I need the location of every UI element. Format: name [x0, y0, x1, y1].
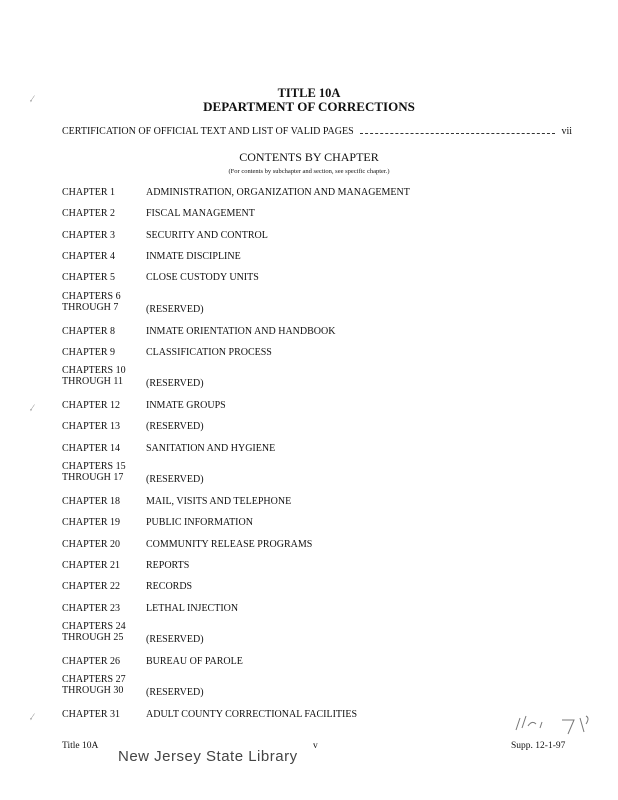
- chapter-label-line: THROUGH 7: [62, 301, 119, 313]
- chapter-name: SANITATION AND HYGIENE: [146, 442, 276, 454]
- chapter-label: [62, 621, 142, 643]
- chapter-label-line: CHAPTER 5: [62, 272, 116, 284]
- footer-title: Title 10A: [62, 741, 99, 751]
- chapter-label: [62, 560, 142, 571]
- chapter-name: LETHAL INJECTION: [146, 602, 239, 614]
- chapter-name: INMATE ORIENTATION AND HANDBOOK: [146, 325, 336, 337]
- chapter-label-line: THROUGH 17: [62, 472, 124, 483]
- document-title: TITLE 10A: [277, 86, 341, 100]
- chapter-label-line: CHAPTERS 27: [62, 674, 126, 686]
- document-subtitle: DEPARTMENT OF CORRECTIONS: [203, 99, 415, 114]
- handwritten-mark-icon: [512, 710, 592, 736]
- chapter-name: ADULT COUNTY CORRECTIONAL FACILITIES: [146, 709, 358, 721]
- chapter-label-line: CHAPTERS 15: [62, 461, 126, 472]
- chapter-label-line: CHAPTER 9: [62, 346, 116, 358]
- chapter-label-line: CHAPTER 18: [62, 496, 121, 507]
- chapter-label: [62, 581, 142, 592]
- chapter-label-line: CHAPTER 12: [62, 400, 121, 412]
- chapter-label: [62, 517, 142, 528]
- margin-mark-icon: ,⁄: [30, 94, 34, 103]
- margin-mark-icon: ,⁄: [30, 712, 34, 721]
- chapter-label-line: CHAPTER 3: [62, 229, 116, 241]
- chapter-label-line: CHAPTER 23: [62, 602, 121, 614]
- chapter-name: (RESERVED): [146, 378, 204, 390]
- chapter-name: (RESERVED): [146, 474, 204, 485]
- chapter-label-line: CHAPTER 1: [62, 187, 116, 198]
- chapter-name: CLASSIFICATION PROCESS: [146, 346, 272, 358]
- chapter-name: SECURITY AND CONTROL: [146, 229, 268, 241]
- chapter-label-line: CHAPTERS 24: [62, 620, 126, 632]
- chapter-name: FISCAL MANAGEMENT: [146, 208, 255, 220]
- chapter-label-line: CHAPTER 22: [62, 581, 121, 593]
- chapter-name: (RESERVED): [146, 303, 204, 315]
- chapter-label-line: CHAPTER 26: [62, 655, 121, 667]
- footer-page-number: v: [313, 741, 318, 751]
- chapter-label: [62, 251, 142, 262]
- chapter-label: [62, 421, 142, 432]
- chapter-label: [62, 187, 142, 198]
- margin-mark-icon: ,⁄: [30, 403, 34, 412]
- certification-line: [62, 126, 572, 137]
- contents-note: (For contents by subchapter and section, see specific chapter.): [228, 168, 390, 175]
- chapter-label-line: CHAPTERS 6: [62, 290, 121, 302]
- certification-page: vii: [561, 126, 572, 137]
- chapter-label: [62, 656, 142, 667]
- chapter-label-line: CHAPTER 14: [62, 442, 121, 454]
- chapter-label-line: THROUGH 25: [62, 631, 124, 643]
- chapter-name: REPORTS: [146, 559, 190, 571]
- chapter-label: [62, 347, 142, 358]
- chapter-label: [62, 272, 142, 283]
- chapter-label-line: CHAPTER 4: [62, 250, 116, 262]
- chapter-name: CLOSE CUSTODY UNITS: [146, 272, 259, 284]
- chapter-label-line: THROUGH 30: [62, 685, 124, 697]
- chapter-name: (RESERVED): [146, 687, 204, 699]
- chapter-label-line: CHAPTER 21: [62, 559, 121, 571]
- chapter-label: [62, 461, 142, 483]
- chapter-label-line: CHAPTER 20: [62, 538, 121, 550]
- chapter-label: [62, 326, 142, 337]
- chapter-name: INMATE DISCIPLINE: [146, 250, 241, 262]
- chapter-name: PUBLIC INFORMATION: [146, 517, 253, 529]
- chapter-label-line: CHAPTER 31: [62, 709, 121, 721]
- chapter-name: MAIL, VISITS AND TELEPHONE: [146, 496, 292, 507]
- footer-supplement: Supp. 12-1-97: [511, 741, 566, 751]
- chapter-label: [62, 709, 142, 720]
- chapter-label: [62, 291, 142, 313]
- chapter-name: ADMINISTRATION, ORGANIZATION AND MANAGEMENT: [146, 187, 410, 198]
- chapter-label: [62, 400, 142, 411]
- chapter-label: [62, 603, 142, 614]
- chapter-name: (RESERVED): [146, 421, 204, 433]
- chapter-label-line: CHAPTER 8: [62, 325, 116, 337]
- library-stamp: New Jersey State Library: [118, 748, 298, 765]
- chapter-name: INMATE GROUPS: [146, 400, 226, 412]
- chapter-label: [62, 539, 142, 550]
- chapter-label-line: CHAPTERS 10: [62, 365, 126, 377]
- contents-heading: CONTENTS BY CHAPTER: [239, 150, 379, 164]
- chapter-label: [62, 365, 142, 387]
- chapter-label-line: THROUGH 11: [62, 376, 124, 388]
- chapter-name: RECORDS: [146, 581, 193, 593]
- certification-text: CERTIFICATION OF OFFICIAL TEXT AND LIST OF VALID PAGES: [62, 126, 354, 137]
- chapter-name: BUREAU OF PAROLE: [146, 655, 243, 667]
- chapter-label: [62, 208, 142, 219]
- chapter-label-line: CHAPTER 2: [62, 208, 116, 220]
- chapter-label: [62, 674, 142, 696]
- chapter-name: (RESERVED): [146, 633, 204, 645]
- dotted-leader: [360, 133, 556, 134]
- chapter-label: [62, 230, 142, 241]
- chapter-label: [62, 443, 142, 454]
- chapter-label: [62, 496, 142, 507]
- chapter-label-line: CHAPTER 19: [62, 517, 121, 529]
- chapter-name: COMMUNITY RELEASE PROGRAMS: [146, 538, 313, 550]
- chapter-label-line: CHAPTER 13: [62, 421, 121, 433]
